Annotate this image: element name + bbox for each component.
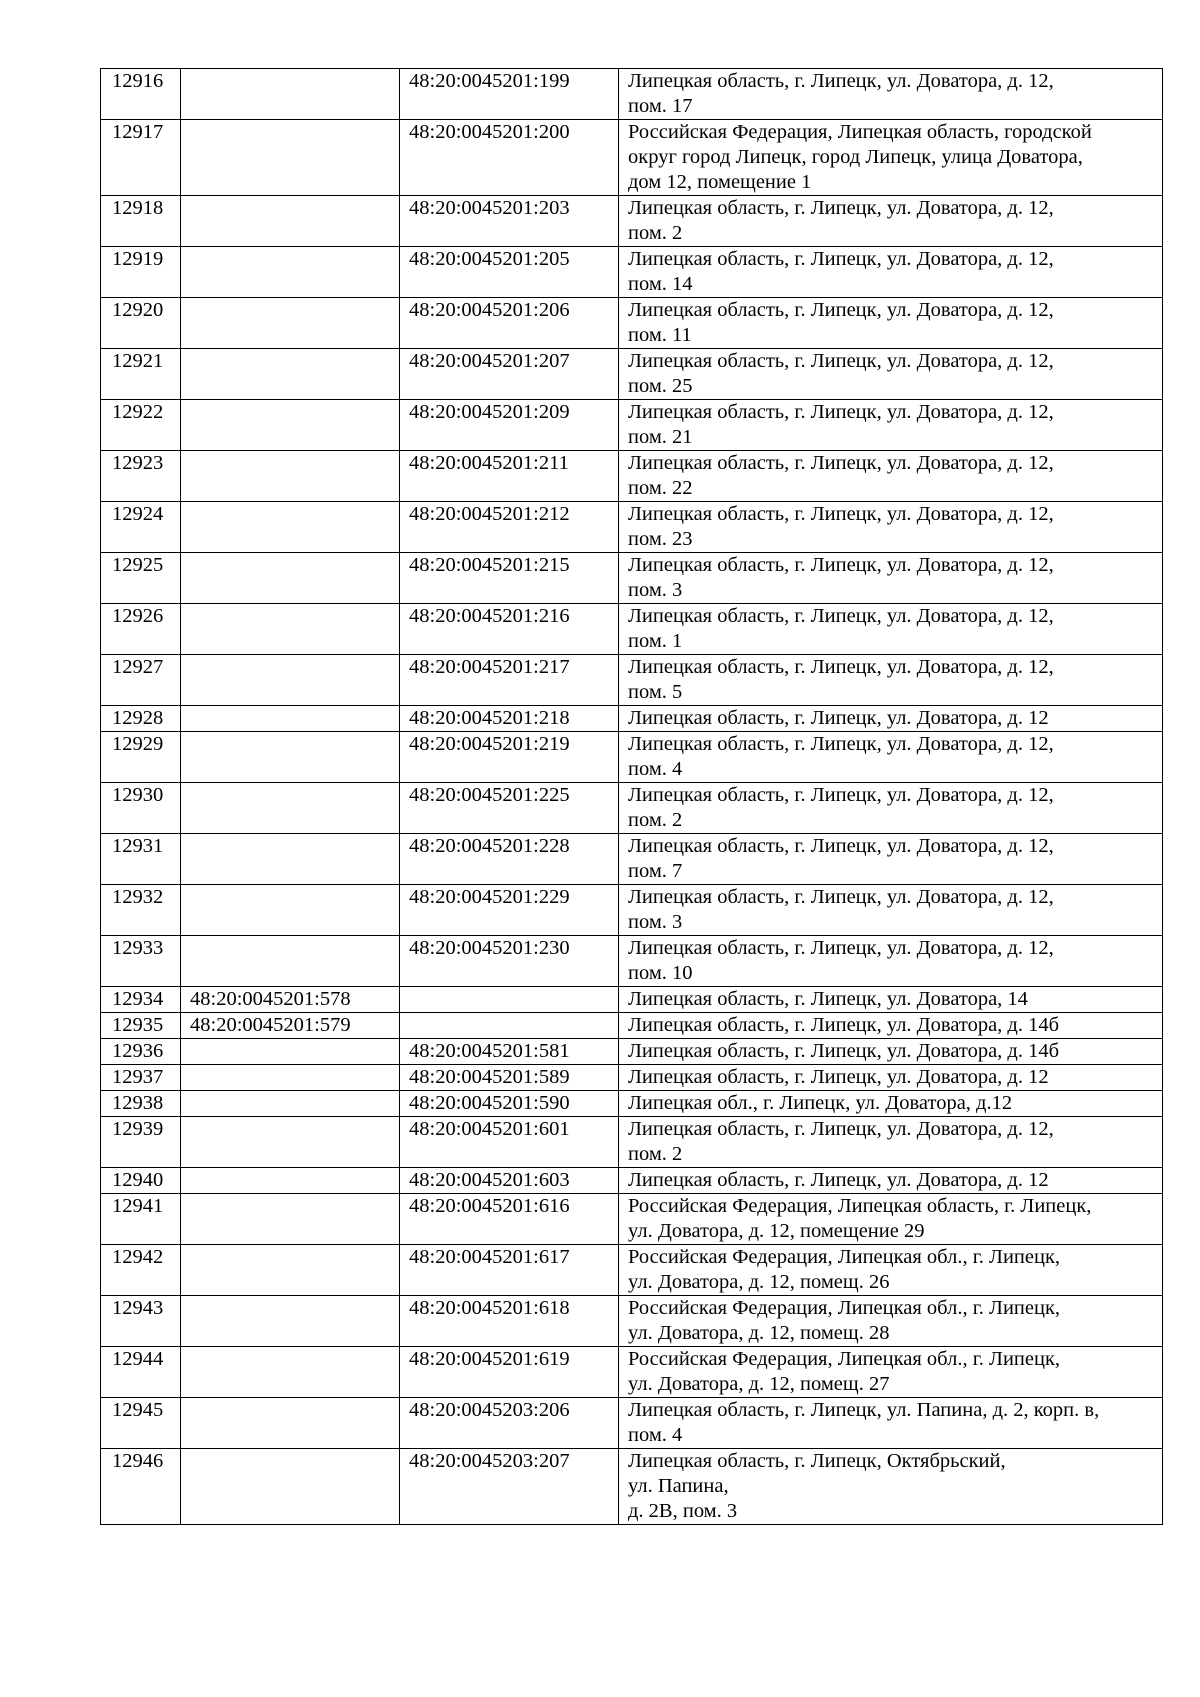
premises-cadastral-number-cell: 48:20:0045201:219 [400,732,619,783]
cadastral-number-cell [181,120,400,196]
row-number-cell: 12941 [101,1194,181,1245]
premises-cadastral-number-cell [400,987,619,1013]
row-number-cell: 12933 [101,936,181,987]
table-row [101,1091,1163,1117]
table-row [101,1117,1163,1168]
premises-cadastral-number-cell: 48:20:0045201:619 [400,1347,619,1398]
cadastral-number-cell [181,69,400,120]
premises-cadastral-number-cell: 48:20:0045201:206 [400,298,619,349]
premises-cadastral-number-cell: 48:20:0045201:207 [400,349,619,400]
table-row [101,1065,1163,1091]
table-row [101,1194,1163,1245]
cadastral-number-cell [181,553,400,604]
table-row [101,1039,1163,1065]
address-cell: Липецкая область, г. Липецк, ул. Папина, д. 2, корп. в, пом. 4 [619,1398,1163,1449]
address-cell: Липецкая обл., г. Липецк, ул. Доватора, д.12 [619,1091,1163,1117]
premises-cadastral-number-cell: 48:20:0045201:601 [400,1117,619,1168]
address-cell: Липецкая область, г. Липецк, ул. Доватора, д. 12, пом. 3 [619,553,1163,604]
address-cell: Российская Федерация, Липецкая область, городской округ город Липецк, город Липецк, улица Доватора, дом 12, помещение 1 [619,120,1163,196]
cadastral-number-cell [181,936,400,987]
cadastral-number-cell [181,1168,400,1194]
registry-table-body [101,69,1163,1525]
address-cell: Липецкая область, г. Липецк, ул. Доватора, д. 12, пом. 3 [619,885,1163,936]
table-row [101,1347,1163,1398]
cadastral-number-cell [181,451,400,502]
premises-cadastral-number-cell: 48:20:0045201:211 [400,451,619,502]
row-number-cell: 12917 [101,120,181,196]
address-cell: Липецкая область, г. Липецк, ул. Доватора, д. 12, пом. 2 [619,1117,1163,1168]
address-cell: Российская Федерация, Липецкая обл., г. Липецк, ул. Доватора, д. 12, помещ. 26 [619,1245,1163,1296]
cadastral-number-cell [181,1194,400,1245]
row-number-cell: 12944 [101,1347,181,1398]
cadastral-number-cell [181,834,400,885]
premises-cadastral-number-cell [400,1013,619,1039]
address-cell: Липецкая область, г. Липецк, ул. Доватора, д. 12 [619,1168,1163,1194]
address-cell: Липецкая область, г. Липецк, ул. Доватора, д. 12, пом. 5 [619,655,1163,706]
cadastral-number-cell [181,502,400,553]
table-row [101,732,1163,783]
address-cell: Липецкая область, г. Липецк, ул. Доватора, д. 12, пом. 2 [619,196,1163,247]
address-cell: Липецкая область, г. Липецк, ул. Доватора, д. 12, пом. 7 [619,834,1163,885]
address-cell: Липецкая область, г. Липецк, ул. Доватора, д. 12, пом. 17 [619,69,1163,120]
table-row [101,69,1163,120]
table-row [101,834,1163,885]
premises-cadastral-number-cell: 48:20:0045201:225 [400,783,619,834]
address-cell: Липецкая область, г. Липецк, ул. Доватора, д. 12, пом. 23 [619,502,1163,553]
premises-cadastral-number-cell: 48:20:0045201:230 [400,936,619,987]
row-number-cell: 12943 [101,1296,181,1347]
cadastral-number-cell [181,706,400,732]
address-cell: Российская Федерация, Липецкая обл., г. Липецк, ул. Доватора, д. 12, помещ. 27 [619,1347,1163,1398]
cadastral-number-cell [181,1449,400,1525]
cadastral-number-cell [181,1398,400,1449]
table-row [101,706,1163,732]
table-row [101,120,1163,196]
premises-cadastral-number-cell: 48:20:0045201:217 [400,655,619,706]
row-number-cell: 12934 [101,987,181,1013]
table-row [101,349,1163,400]
cadastral-number-cell [181,604,400,655]
cadastral-number-cell [181,1245,400,1296]
premises-cadastral-number-cell: 48:20:0045201:205 [400,247,619,298]
table-row [101,655,1163,706]
cadastral-number-cell [181,1039,400,1065]
cadastral-number-cell: 48:20:0045201:579 [181,1013,400,1039]
premises-cadastral-number-cell: 48:20:0045201:581 [400,1039,619,1065]
premises-cadastral-number-cell: 48:20:0045201:603 [400,1168,619,1194]
table-row [101,987,1163,1013]
table-row [101,553,1163,604]
premises-cadastral-number-cell: 48:20:0045201:200 [400,120,619,196]
table-row [101,604,1163,655]
premises-cadastral-number-cell: 48:20:0045201:199 [400,69,619,120]
row-number-cell: 12936 [101,1039,181,1065]
table-row [101,451,1163,502]
table-row [101,247,1163,298]
row-number-cell: 12938 [101,1091,181,1117]
table-row [101,1245,1163,1296]
table-row [101,1398,1163,1449]
address-cell: Липецкая область, г. Липецк, ул. Доватора, д. 12, пом. 10 [619,936,1163,987]
premises-cadastral-number-cell: 48:20:0045201:215 [400,553,619,604]
address-cell: Липецкая область, г. Липецк, ул. Доватора, д. 12, пом. 14 [619,247,1163,298]
row-number-cell: 12939 [101,1117,181,1168]
premises-cadastral-number-cell: 48:20:0045201:617 [400,1245,619,1296]
address-cell: Липецкая область, г. Липецк, ул. Доватора, д. 12, пом. 22 [619,451,1163,502]
premises-cadastral-number-cell: 48:20:0045201:618 [400,1296,619,1347]
cadastral-number-cell [181,400,400,451]
cadastral-number-cell [181,349,400,400]
cadastral-number-cell [181,885,400,936]
cadastral-number-cell [181,655,400,706]
row-number-cell: 12926 [101,604,181,655]
premises-cadastral-number-cell: 48:20:0045201:209 [400,400,619,451]
address-cell: Липецкая область, г. Липецк, ул. Доватора, д. 12, пом. 21 [619,400,1163,451]
address-cell: Липецкая область, г. Липецк, ул. Доватора, д. 12 [619,706,1163,732]
table-row [101,298,1163,349]
cadastral-number-cell [181,1065,400,1091]
premises-cadastral-number-cell: 48:20:0045201:218 [400,706,619,732]
row-number-cell: 12918 [101,196,181,247]
premises-cadastral-number-cell: 48:20:0045201:216 [400,604,619,655]
row-number-cell: 12935 [101,1013,181,1039]
cadastral-number-cell [181,1296,400,1347]
table-row [101,1449,1163,1525]
address-cell: Липецкая область, г. Липецк, ул. Доватора, д. 12, пом. 11 [619,298,1163,349]
cadastral-number-cell [181,1347,400,1398]
table-row [101,783,1163,834]
row-number-cell: 12920 [101,298,181,349]
row-number-cell: 12916 [101,69,181,120]
address-cell: Липецкая область, г. Липецк, Октябрьский, ул. Папина, д. 2В, пом. 3 [619,1449,1163,1525]
premises-cadastral-number-cell: 48:20:0045201:616 [400,1194,619,1245]
row-number-cell: 12921 [101,349,181,400]
row-number-cell: 12931 [101,834,181,885]
premises-cadastral-number-cell: 48:20:0045201:228 [400,834,619,885]
premises-cadastral-number-cell: 48:20:0045201:589 [400,1065,619,1091]
address-cell: Липецкая область, г. Липецк, ул. Доватора, 14 [619,987,1163,1013]
address-cell: Липецкая область, г. Липецк, ул. Доватора, д. 12, пом. 25 [619,349,1163,400]
row-number-cell: 12946 [101,1449,181,1525]
row-number-cell: 12919 [101,247,181,298]
row-number-cell: 12924 [101,502,181,553]
address-cell: Липецкая область, г. Липецк, ул. Доватора, д. 12, пом. 1 [619,604,1163,655]
row-number-cell: 12932 [101,885,181,936]
row-number-cell: 12937 [101,1065,181,1091]
cadastral-number-cell [181,1091,400,1117]
row-number-cell: 12923 [101,451,181,502]
premises-cadastral-number-cell: 48:20:0045201:590 [400,1091,619,1117]
row-number-cell: 12930 [101,783,181,834]
row-number-cell: 12942 [101,1245,181,1296]
table-row [101,1168,1163,1194]
cadastral-number-cell: 48:20:0045201:578 [181,987,400,1013]
table-row [101,400,1163,451]
registry-table [100,68,1163,1525]
address-cell: Российская Федерация, Липецкая обл., г. Липецк, ул. Доватора, д. 12, помещ. 28 [619,1296,1163,1347]
table-row [101,1013,1163,1039]
address-cell: Липецкая область, г. Липецк, ул. Доватора, д. 14б [619,1013,1163,1039]
address-cell: Липецкая область, г. Липецк, ул. Доватора, д. 12, пом. 4 [619,732,1163,783]
cadastral-number-cell [181,196,400,247]
address-cell: Липецкая область, г. Липецк, ул. Доватора, д. 14б [619,1039,1163,1065]
cadastral-number-cell [181,298,400,349]
cadastral-number-cell [181,783,400,834]
table-row [101,1296,1163,1347]
cadastral-number-cell [181,247,400,298]
table-row [101,936,1163,987]
premises-cadastral-number-cell: 48:20:0045201:229 [400,885,619,936]
cadastral-number-cell [181,732,400,783]
table-row [101,196,1163,247]
premises-cadastral-number-cell: 48:20:0045203:207 [400,1449,619,1525]
address-cell: Российская Федерация, Липецкая область, г. Липецк, ул. Доватора, д. 12, помещение 29 [619,1194,1163,1245]
table-row [101,502,1163,553]
address-cell: Липецкая область, г. Липецк, ул. Доватора, д. 12, пом. 2 [619,783,1163,834]
row-number-cell: 12929 [101,732,181,783]
row-number-cell: 12927 [101,655,181,706]
row-number-cell: 12922 [101,400,181,451]
row-number-cell: 12928 [101,706,181,732]
row-number-cell: 12940 [101,1168,181,1194]
cadastral-number-cell [181,1117,400,1168]
premises-cadastral-number-cell: 48:20:0045201:203 [400,196,619,247]
table-row [101,885,1163,936]
row-number-cell: 12945 [101,1398,181,1449]
premises-cadastral-number-cell: 48:20:0045201:212 [400,502,619,553]
premises-cadastral-number-cell: 48:20:0045203:206 [400,1398,619,1449]
row-number-cell: 12925 [101,553,181,604]
address-cell: Липецкая область, г. Липецк, ул. Доватора, д. 12 [619,1065,1163,1091]
